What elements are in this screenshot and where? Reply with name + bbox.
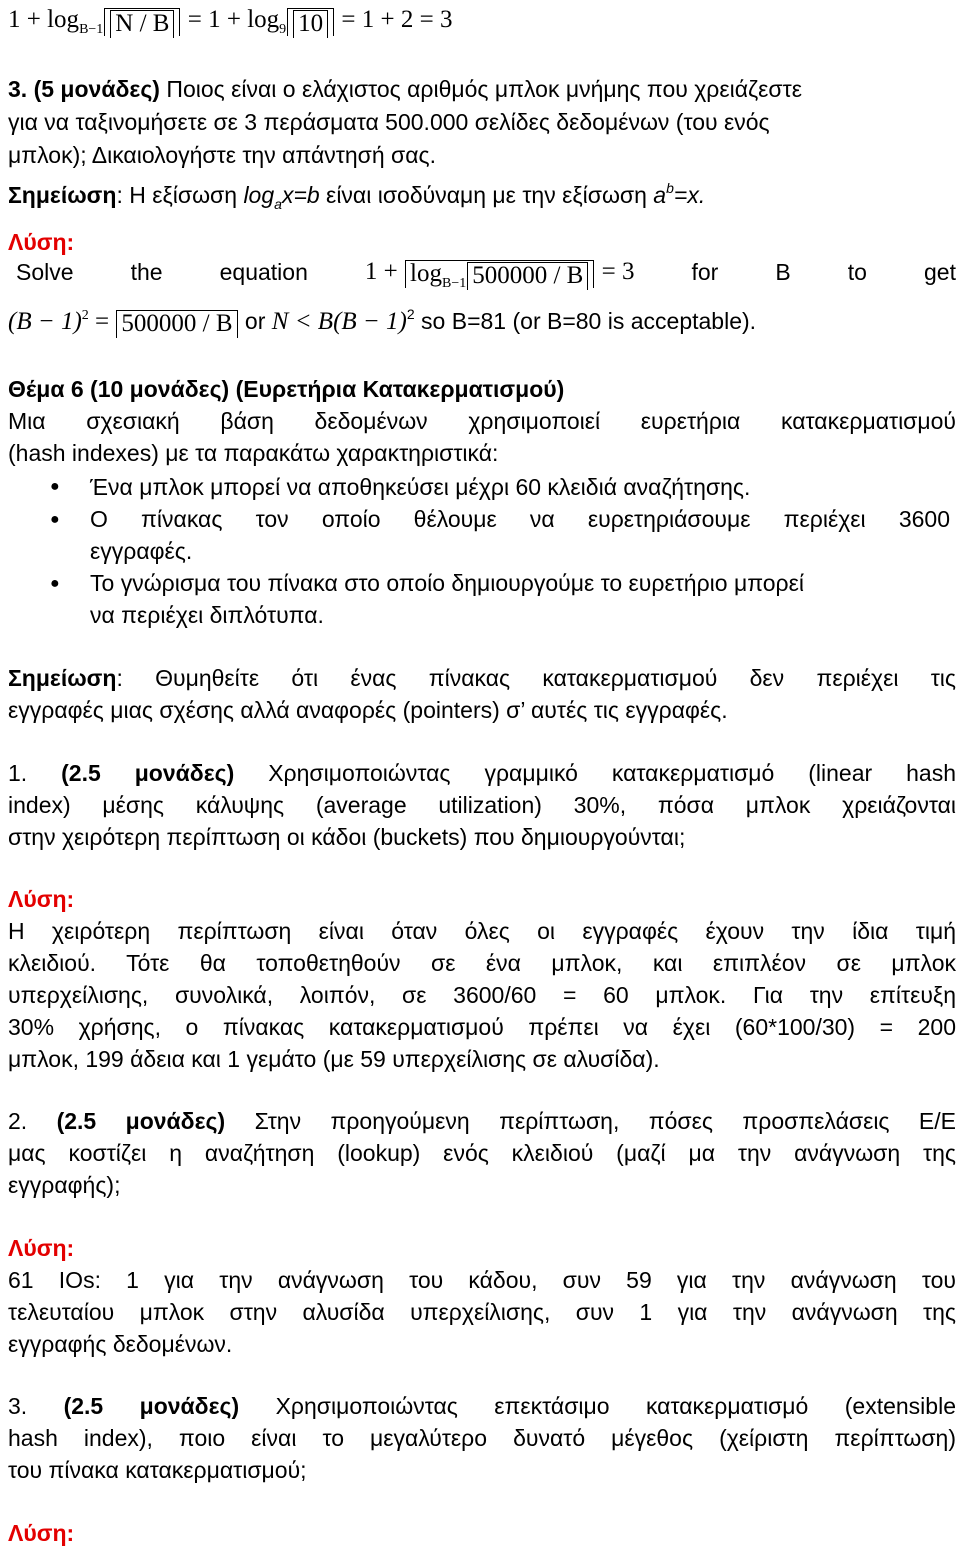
question-number: 3. (8, 1393, 64, 1419)
solve-formula (364, 256, 635, 291)
question-marks: (2.5 μονάδες) (63, 1393, 240, 1419)
question-text: Στην προηγούμενη περίπτωση, πόσες προσπελάσεις Ε/Ε (225, 1108, 956, 1134)
note-eq: =x. (673, 182, 706, 208)
solution-label: Λύση: (8, 229, 75, 255)
ceiling-inner: N / B (110, 10, 174, 38)
note-text: Η εξίσωση (122, 182, 244, 208)
q3-solution-line-2 (8, 298, 956, 338)
sub3-line-1 (8, 1390, 956, 1422)
ceiling-outer (405, 260, 594, 291)
topic-intro: (hash indexes) με τα παρακάτω χαρακτηριστικά: (8, 440, 499, 466)
bullet-item: Ένα μπλοκ μπορεί να αποθηκεύσει μέχρι 60 κλειδιά αναζήτησης. (90, 474, 751, 500)
answer-text: υπερχείλισης, συνολικά, λοιπόν, σε 3600/60 = 60 μπλοκ. Για την επίτευξη (8, 982, 956, 1008)
top-formula (8, 4, 956, 46)
question-text: για να ταξινομήσετε σε 3 περάσματα 500.000 σελίδες δεδομένων (του ενός (8, 109, 770, 135)
note-label: Σημείωση (8, 665, 117, 691)
ceiling-outer (287, 8, 334, 36)
note-eq: x=b (281, 182, 320, 208)
question-number: 2. (8, 1108, 57, 1134)
formula-left (8, 308, 239, 335)
note-a: a (653, 182, 667, 208)
note-text: : Θυμηθείτε ότι ένας πίνακας κατακερματισμού δεν περιέχει τις (116, 665, 956, 691)
question-text: εγγραφής); (8, 1172, 121, 1198)
question-marks: (5 μονάδες) (33, 76, 160, 102)
question-number: 3. (8, 76, 28, 102)
question-text: Ποιος είναι ο ελάχιστος αριθμός μπλοκ μνήμης που χρειάζεστε (166, 76, 802, 102)
note-log: log (243, 182, 275, 208)
bullet-item: Ο πίνακας τον οποίο θέλουμε να ευρετηριάσουμε περιέχει 3600 (90, 506, 950, 532)
ceiling-inner: 500000 / B (467, 262, 588, 290)
q3-solve-line (16, 256, 956, 291)
formula-part: = 1 + (181, 6, 248, 33)
note-colon: : (116, 182, 123, 208)
log-symbol: log (247, 6, 280, 33)
answer-text: τελευταίου μπλοκ στην αλυσίδα υπερχείλισης, συν 1 για την ανάγνωση της (8, 1299, 956, 1325)
answer-text: κλειδιού. Τότε θα τοποθετηθούν σε ένα μπλοκ, και επιπλέον σε μπλοκ (8, 950, 956, 976)
answer-text: μπλοκ, 199 άδεια και 1 γεμάτο (με 59 υπερχείλισης σε αλυσίδα). (8, 1046, 660, 1072)
solve-word: Solve (16, 259, 74, 285)
formula-right: N < B(B − 1) (271, 308, 407, 335)
formula-part: = (88, 308, 116, 335)
solve-word: the (130, 259, 163, 285)
log-symbol: log (47, 6, 80, 33)
formula-part: = 1 + 2 = 3 (335, 6, 453, 33)
answer-text: εγγραφής δεδομένων. (8, 1331, 233, 1357)
bullet-item: Το γνώρισμα του πίνακα στο οποίο δημιουργούμε το ευρετήριο μπορεί (90, 570, 804, 596)
solve-word: equation (219, 259, 308, 285)
answer-text: Η χειρότερη περίπτωση είναι όταν όλες οι εγγραφές έχουν την ίδια τιμή (8, 918, 956, 944)
solve-word: for (691, 259, 719, 285)
note-b: b (666, 180, 674, 196)
note-text: εγγραφές μιας σχέσης αλλά αναφορές (pointers) σ’ αυτές τις εγγραφές. (8, 697, 728, 723)
question-text: μας κοστίζει η αναζήτηση (lookup) ενός κλειδιού (μαζί μα την ανάγνωση της (8, 1140, 956, 1166)
question-text: hash index), ποιο είναι το μεγαλύτερο δυνατό μέγεθος (χείριστη περίπτωση) (8, 1425, 956, 1451)
topic-note-line-1 (8, 662, 956, 694)
bullet-dot: ● (50, 575, 60, 592)
log-base: B−1 (441, 276, 467, 291)
topic-heading: Θέμα 6 (10 μονάδες) (Ευρετήρια Κατακερματισμού) (8, 376, 565, 402)
formula-part: 1 + (364, 258, 405, 285)
q3-note (8, 172, 956, 220)
bullet-dot: ● (50, 511, 60, 528)
formula-sup: 2 (406, 306, 415, 322)
question-text: στην χειρότερη περίπτωση οι κάδοι (buckets) που δημιουργούνται; (8, 824, 686, 850)
solve-word: B (775, 259, 791, 285)
formula-part: (B − 1) (8, 308, 82, 335)
question-number: 1. (8, 760, 62, 786)
question-text: μπλοκ); Δικαιολογήστε την απάντησή σας. (8, 142, 436, 168)
question-marks: (2.5 μονάδες) (61, 760, 235, 786)
bullet-item: να περιέχει διπλότυπα. (90, 602, 324, 628)
question-text: του πίνακα κατακερματισμού; (8, 1457, 307, 1483)
answer-text: 30% χρήσης, ο πίνακας κατακερματισμού πρέπει να έχει (60*100/30) = 200 (8, 1014, 956, 1040)
ceiling-inner: 500000 / B (116, 310, 237, 338)
sub2-line-1 (8, 1105, 956, 1137)
question-text: index) μέσης κάλυψης (average utilization) 30%, πόσα μπλοκ χρειάζονται (8, 792, 956, 818)
log-base: 9 (279, 22, 287, 37)
formula-part: = 3 (595, 258, 635, 285)
log-symbol: log (410, 260, 442, 287)
formula-part: 1 + (8, 6, 48, 33)
solution-label: Λύση: (8, 1520, 75, 1546)
question-marks: (2.5 μονάδες) (56, 1108, 226, 1134)
bullet-dot: ● (50, 478, 60, 495)
topic-intro: Μια σχεσιακή βάση δεδομένων χρησιμοποιεί ευρετήρια κατακερματισμού (8, 408, 956, 434)
ceiling-outer (104, 8, 180, 36)
sub1-line-1 (8, 757, 956, 789)
solution-tail: so B=81 (or B=80 is acceptable). (414, 308, 757, 334)
bullet-item: εγγραφές. (90, 538, 193, 564)
note-text: είναι ισοδύναμη με την εξίσωση (319, 182, 654, 208)
note-label: Σημείωση (8, 182, 117, 208)
solution-label: Λύση: (8, 1235, 75, 1261)
solution-label: Λύση: (8, 886, 75, 912)
solve-word: to (847, 259, 867, 285)
question-text: Χρησιμοποιώντας γραμμικό κατακερματισμό (linear hash (234, 760, 956, 786)
or-word: or (238, 308, 272, 334)
q3-line-1 (8, 73, 956, 105)
ceiling-inner: 10 (293, 10, 328, 38)
question-text: Χρησιμοποιώντας επεκτάσιμο κατακερματισμό (extensible (239, 1393, 956, 1419)
answer-text: 61 IOs: 1 για την ανάγνωση του κάδου, συν 59 για την ανάγνωση του (8, 1267, 956, 1293)
solve-word: get (924, 259, 956, 285)
formula-sup: 2 (81, 308, 89, 323)
note-log-sub: a (274, 196, 282, 212)
log-base: B−1 (79, 22, 104, 37)
